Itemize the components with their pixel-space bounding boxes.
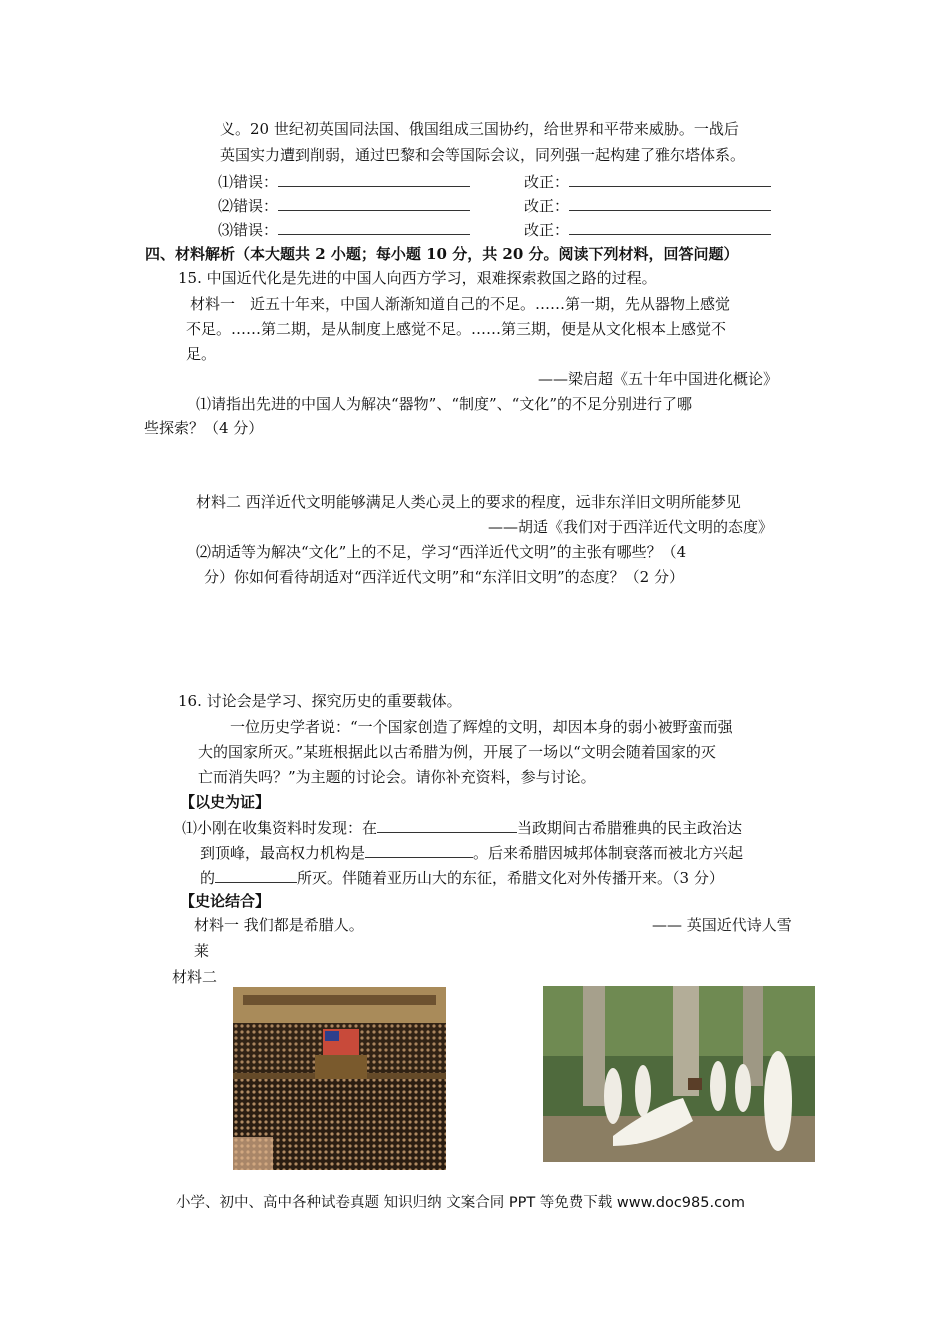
answer-blank-leader[interactable] (377, 816, 517, 833)
q14-row-3 (218, 218, 470, 241)
q15-question2-line2: 分）你如何看待胡适对“西洋近代文明”和“东洋旧文明”的态度？（2 分） (204, 568, 684, 586)
error-answer-blank-2[interactable] (278, 194, 470, 211)
fix-answer-blank-3[interactable] (569, 218, 771, 235)
q14-row-2-fix (524, 194, 771, 217)
q14-text-line-1: 义。20 世纪初英国同法国、俄国组成三国协约，给世界和平带来威胁。一战后 (220, 120, 739, 138)
fix-label: 改正： (524, 173, 570, 191)
olympia-ceremony-illustration (543, 986, 815, 1162)
q16-heading-evidence: 【以史为证】 (180, 793, 271, 811)
q16-part1-line3 (200, 866, 724, 889)
q16-material1-source: —— 英国近代诗人雪 (652, 916, 792, 934)
q16-part1-text-f: 所灭。伴随着亚历山大的东征，希腊文化对外传播开来。（3 分） (297, 869, 724, 887)
q15-material1-source: ——梁启超《五十年中国进化概论》 (538, 370, 779, 388)
footer-source: 小学、初中、高中各种试卷真题 知识归纳 文案合同 PPT 等免费下载 www.doc985.com (176, 1195, 746, 1211)
q14-row-1 (218, 170, 470, 193)
q16-intro-line2: 大的国家所灭。”某班根据此以古希腊为例，开展了一场以“文明会随着国家的灭 (198, 743, 716, 761)
q14-row-1-fix (524, 170, 771, 193)
photo-congress-chamber (233, 987, 446, 1170)
q16-stem: 16. 讨论会是学习、探究历史的重要载体。 (178, 692, 462, 710)
q16-part1-line1 (182, 816, 742, 839)
q16-intro-line3: 亡而消失吗？”为主题的讨论会。请你补充资料，参与讨论。 (198, 768, 596, 786)
answer-blank-conqueror[interactable] (215, 866, 297, 883)
q16-material1-text: 材料一 我们都是希腊人。 (194, 916, 364, 934)
q16-intro-line1: 一位历史学者说：“一个国家创造了辉煌的文明，却因本身的弱小被野蛮而强 (230, 718, 733, 736)
q16-part1-text-e: 的 (200, 869, 216, 887)
error-label: ⑴错误： (218, 173, 279, 191)
congress-chamber-illustration (233, 987, 446, 1170)
q15-question1-line2: 些探索？（4 分） (144, 419, 264, 437)
q15-question1-line1: ⑴请指出先进的中国人为解决“器物”、“制度”、“文化”的不足分别进行了哪 (196, 395, 693, 413)
fix-answer-blank-2[interactable] (569, 194, 771, 211)
fix-label: 改正： (524, 221, 570, 239)
section-heading: 四、材料解析（本大题共 2 小题；每小题 10 分，共 20 分。阅读下列材料，回答问题） (145, 245, 739, 263)
q15-material2-line1: 材料二 西洋近代文明能够满足人类心灵上的要求的程度，远非东洋旧文明所能梦见 (196, 493, 741, 511)
q16-part1-text-b: 当政期间古希腊雅典的民主政治达 (517, 819, 743, 837)
q16-heading-analysis: 【史论结合】 (180, 892, 271, 910)
photo-olympia-ceremony (543, 986, 815, 1162)
answer-blank-institution[interactable] (365, 841, 473, 858)
q15-material1-line3: 足。 (186, 345, 217, 363)
fix-label: 改正： (524, 197, 570, 215)
error-label: ⑶错误： (218, 221, 279, 239)
error-answer-blank-3[interactable] (278, 218, 470, 235)
error-label: ⑵错误： (218, 197, 279, 215)
q14-text-line-2: 英国实力遭到削弱，通过巴黎和会等国际会议，同列强一起构建了雅尔塔体系。 (220, 146, 746, 164)
error-answer-blank-1[interactable] (278, 170, 470, 187)
q15-question2-line1: ⑵胡适等为解决“文化”上的不足，学习“西洋近代文明”的主张有哪些？（4 (196, 543, 687, 561)
q16-material2-label: 材料二 (172, 968, 218, 986)
q16-part1-text-a: ⑴小刚在收集资料时发现：在 (182, 819, 378, 837)
q16-part1-line2 (200, 841, 743, 864)
q15-material1-line1: 材料一 近五十年来，中国人渐渐知道自己的不足。……第一期，先从器物上感觉 (190, 295, 731, 313)
q16-material1-source-cont: 莱 (194, 942, 210, 960)
q14-row-2 (218, 194, 470, 217)
q15-material2-source: ——胡适《我们对于西洋近代文明的态度》 (488, 518, 774, 536)
fix-answer-blank-1[interactable] (569, 170, 771, 187)
q16-part1-text-d: 。后来希腊因城邦体制衰落而被北方兴起 (473, 844, 744, 862)
q15-material1-line2: 不足。……第二期，是从制度上感觉不足。……第三期，便是从文化根本上感觉不 (186, 320, 727, 338)
q14-row-3-fix (524, 218, 771, 241)
q16-part1-text-c: 到顶峰，最高权力机构是 (200, 844, 366, 862)
q15-stem: 15. 中国近代化是先进的中国人向西方学习，艰难探索救国之路的过程。 (178, 269, 657, 287)
